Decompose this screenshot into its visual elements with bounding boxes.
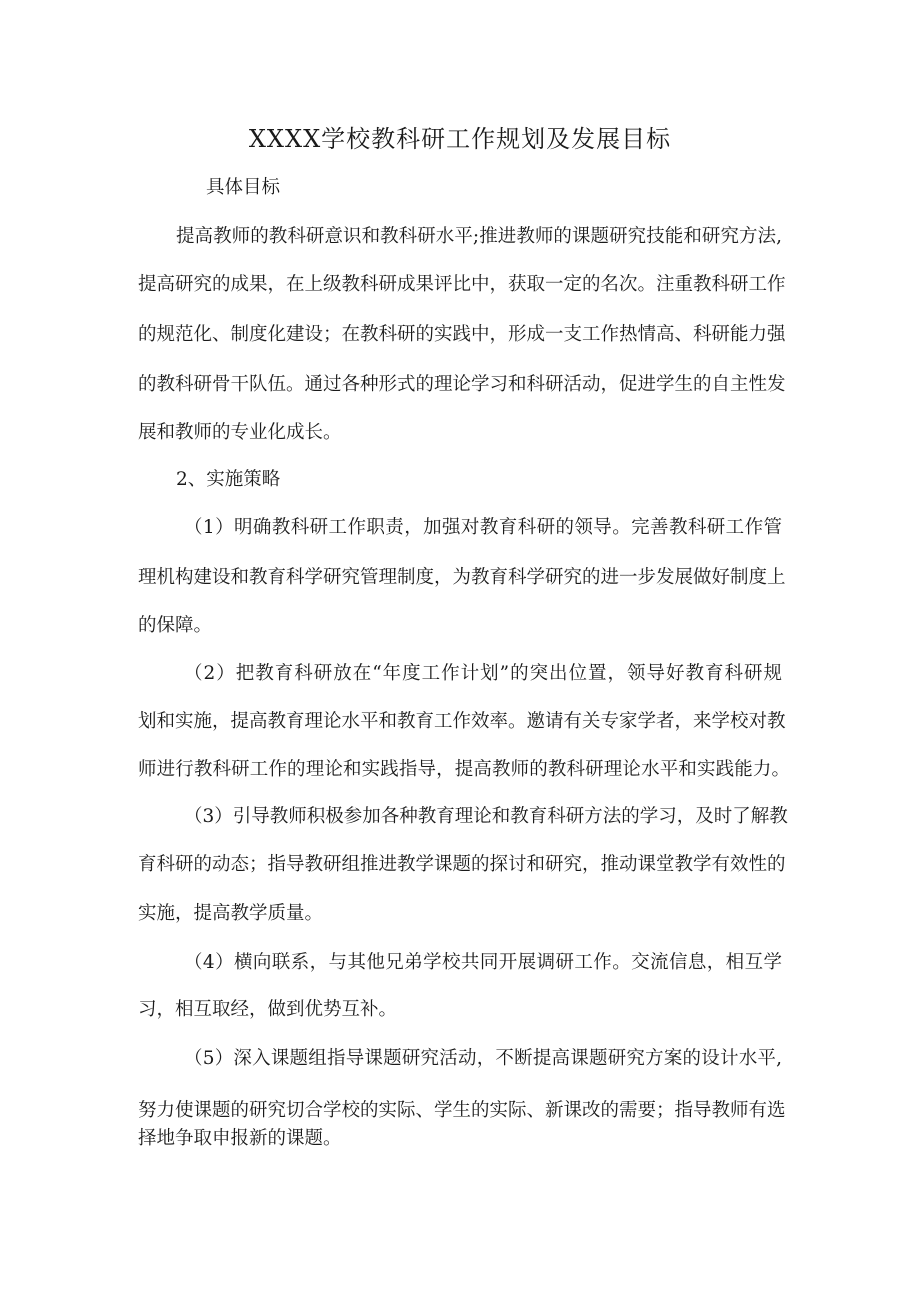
item-line: 育科研的动态；指导教研组推进教学课题的探讨和研究，推动课堂教学有效性的	[138, 854, 786, 875]
paragraph-line: 提高研究的成果，在上级教科研成果评比中，获取一定的名次。注重教科研工作	[138, 274, 786, 295]
item-line: 划和实施，提高教育理论水平和教育工作效率。邀请有关专家学者，来学校对教	[138, 711, 786, 732]
item-line: （5）深入课题组指导课题研究活动，不断提高课题研究方案的设计水平,	[184, 1048, 782, 1069]
item-line: （3）引导教师积极参加各种教育理论和教育科研方法的学习，及时了解教	[184, 806, 788, 827]
section-heading-goals: 具体目标	[206, 177, 281, 198]
paragraph-line: 提高教师的教科研意识和教科研水平;推进教师的课题研究技能和研究方法,	[176, 226, 782, 247]
item-line: 师进行教科研工作的理论和实践指导，提高教师的教科研理论水平和实践能力。	[138, 759, 790, 780]
paragraph-line: 的教科研骨干队伍。通过各种形式的理论学习和科研活动，促进学生的自主性发	[138, 374, 786, 395]
item-line: 习，相互取经，做到优势互补。	[138, 999, 398, 1020]
document-title: XXXX学校教科研工作规划及发展目标	[248, 125, 672, 153]
paragraph-line: 的规范化、制度化建设；在教科研的实践中，形成一支工作热情高、科研能力强	[138, 324, 786, 345]
item-line: 理机构建设和教育科学研究管理制度，为教育科学研究的进一步发展做好制度上	[138, 567, 786, 588]
paragraph-line: 展和教师的专业化成长。	[138, 422, 342, 443]
item-line: （1）明确教科研工作职责，加强对教育科研的领导。完善教科研工作管	[184, 517, 782, 538]
item-line: （2）把教育科研放在“年度工作计划”的突出位置，领导好教育科研规	[184, 663, 782, 684]
item-line: （4）横向联系，与其他兄弟学校共同开展调研工作。交流信息，相互学	[184, 952, 782, 973]
section-heading-strategy: 2、实施策略	[176, 469, 281, 490]
item-line: 的保障。	[138, 615, 213, 636]
item-line: 努力使课题的研究切合学校的实际、学生的实际、新课改的需要；指导教师有选	[138, 1100, 786, 1121]
item-line: 实施，提高教学质量。	[138, 903, 324, 924]
item-line: 择地争取申报新的课题。	[138, 1128, 342, 1149]
